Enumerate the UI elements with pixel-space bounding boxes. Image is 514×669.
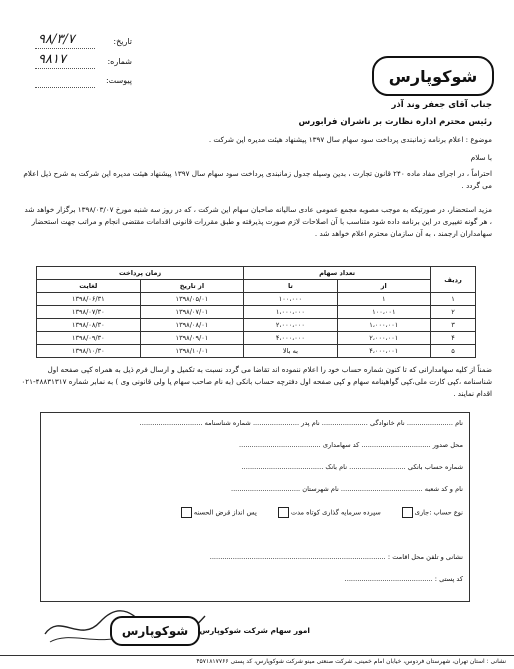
shares-to: ۱،۰۰۰،۰۰۰	[244, 306, 337, 319]
table-row	[37, 293, 476, 306]
shares-from: ۴،۰۰۰،۰۰۱	[337, 345, 430, 358]
number-label: شماره:	[107, 57, 132, 66]
shares-to: ۴،۰۰۰،۰۰۰	[244, 332, 337, 345]
th-shares: تعداد سهام	[244, 267, 431, 280]
shares-from: ۱،۰۰۰،۰۰۱	[337, 319, 430, 332]
th-time: زمان پرداخت	[37, 267, 244, 280]
pay-from-date: ۱۳۹۸/۰۸/۰۱	[140, 319, 244, 332]
th-to-date: لغایت	[37, 280, 141, 293]
account-number-label: شماره حساب بانکی	[407, 463, 463, 471]
name-label: نام	[455, 419, 463, 427]
pay-from-date: ۱۳۹۸/۰۵/۰۱	[140, 293, 244, 306]
pay-to-date: ۱۳۹۸/۰۷/۳۰	[37, 306, 141, 319]
postal-code-label: کد پستی :	[434, 575, 463, 583]
city-label: نام شهرستان	[302, 485, 339, 493]
branch-label: نام و کد شعبه	[424, 485, 463, 493]
form-row-branch: نام و کد شعبه ....................................... نام شهرستان .................................	[230, 485, 463, 493]
date-value: ۹۸/۳/۷	[38, 32, 75, 47]
date-line	[35, 48, 95, 49]
issue-place-label: محل صدور	[432, 441, 463, 449]
attachment-line	[35, 87, 95, 88]
pay-to-date: ۱۳۹۸/۰۹/۳۰	[37, 332, 141, 345]
th-from-date: از تاریخ	[140, 280, 244, 293]
short-term-deposit-checkbox[interactable]	[278, 507, 289, 518]
shares-from: ۲،۰۰۰،۰۰۱	[337, 332, 430, 345]
attachment-label: پیوست:	[105, 76, 132, 85]
th-to: تا	[244, 280, 337, 293]
pay-from-date: ۱۳۹۸/۰۷/۰۱	[140, 306, 244, 319]
number-line	[35, 68, 95, 69]
father-label: نام پدر	[301, 419, 320, 427]
pay-to-date: ۱۳۹۸/۱۰/۳۰	[37, 345, 141, 358]
date-label: تاریخ:	[113, 37, 132, 46]
form-row-issue: محل صدور ................................. کد سهامداری .......................................	[239, 441, 463, 449]
paragraph-1: احتراماً ، در اجرای مفاد ماده ۲۴۰ قانون تجارت ، بدین وسیله جدول زمانبندی پرداخت سود سهام سال ۱۳۹۷ پیشنهاد هیئت مدیره این شرکت به شرح ذیل اعلام می گردد .	[23, 169, 492, 190]
pay-from-date: ۱۳۹۸/۱۰/۰۱	[140, 345, 244, 358]
th-row: ردیف	[431, 267, 476, 293]
shares-to: ۲،۰۰۰،۰۰۰	[244, 319, 337, 332]
loan-savings-checkbox[interactable]	[181, 507, 192, 518]
bank-name-label: نام بانک	[325, 463, 348, 471]
shares-from: ۱۰۰،۰۰۱	[337, 306, 430, 319]
recipient-title: رئیس محترم اداره نظارت بر ناشران فرابورس	[298, 117, 492, 127]
footer-address	[0, 655, 514, 669]
row-number: ۴	[431, 332, 476, 345]
family-label: نام خانوادگی	[369, 419, 405, 427]
row-number: ۳	[431, 319, 476, 332]
recipient: جناب آقای جعفر وند آذر	[391, 100, 492, 110]
paragraph-3: ضمناً از کلیه سهامدارانی که تا کنون شماره حساب خود را اعلام ننموده اند تقاضا می گردد نسبت به تکمیل و ارسال فرم ذیل به همراه کپی صفحه اول شناسنامه ،کپی کارت ملی،کپی گواهینامه سهام و کپی صفحه اول دفترچه حساب بانکی (به نام صاحب سهام یا ولی قانونی وی ) به نمابر شماره ۴۸۸۳۱۳۱۷-۰۲۱ اقدام نمایند .	[21, 365, 492, 398]
paragraph-2: مزید استحضار، در صورتیکه به موجب مصوبه مجمع عمومی عادی سالیانه صاحبان سهام این شرکت ، که در روز سه شنبه مورخ ۱۳۹۸/۰۳/۰۷ برگزار خواهد شد ، هر گونه تغییری در این برنامه داده شود متناسب با آن اصلاحات لازم صورت پذیرفته و طبق مقررات قانونی اقدامات مقتضی انجام و مراتب جهت استحضار سهامداران ارجمند ، به آن سازمان محترم اعلام خواهد شد .	[24, 205, 492, 238]
shares-from: ۱	[337, 293, 430, 306]
payment-schedule-table	[36, 266, 476, 358]
number-value: ۹۸۱۷	[38, 52, 66, 67]
row-number: ۱	[431, 293, 476, 306]
form-row-address: نشانی و تلفن محل اقامت : ....................................................................................	[209, 553, 463, 561]
table-row	[37, 306, 476, 319]
form-row-account: شماره حساب بانکی ........................... نام بانک .......................................	[241, 463, 463, 471]
th-from: از	[337, 280, 430, 293]
table-row	[37, 332, 476, 345]
logo-text: شوکوپارس	[388, 66, 478, 86]
table-row	[37, 345, 476, 358]
share-code-label: کد سهامداری	[322, 441, 360, 449]
footer-text: نشانی : استان تهران، شهرستان فردوس، خیابان امام خمینی، شرکت صنعتی مینو شرکت شوکوپارس، کد پستی ۴۵۷۱۸۱۷۷۶۶	[196, 658, 506, 665]
stamp-logo-text: شوکوپارس	[121, 624, 189, 638]
row-number: ۵	[431, 345, 476, 358]
address-label: نشانی و تلفن محل اقامت :	[387, 553, 463, 561]
pay-to-date: ۱۳۹۸/۰۶/۳۱	[37, 293, 141, 306]
table-row	[37, 319, 476, 332]
acc-type-current-label: نوع حساب :جاری	[414, 508, 463, 517]
subject: موضوع : اعلام برنامه زمانبندی پرداخت سود سهام سال ۱۳۹۷ پیشنهاد هیئت مدیره این شرکت .	[208, 135, 492, 144]
form-row-name: نام ...................... نام خانوادگی ...................... نام پدر ...................... شماره شناسنامه ..............................	[139, 419, 463, 427]
company-logo	[372, 56, 494, 96]
pay-to-date: ۱۳۹۸/۰۸/۳۰	[37, 319, 141, 332]
form-row-account-type	[181, 507, 463, 518]
current-account-checkbox[interactable]	[402, 507, 413, 518]
pay-from-date: ۱۳۹۸/۰۹/۰۱	[140, 332, 244, 345]
shareholder-form	[40, 412, 470, 602]
shares-to: به بالا	[244, 345, 337, 358]
row-number: ۲	[431, 306, 476, 319]
acc-type-loan-label: پس انداز قرض الحسنه	[193, 508, 257, 517]
signature-dept: امور سهام شرکت شوکوپارس	[199, 626, 310, 635]
acc-type-short-label: سپرده سرمایه گذاری کوتاه مدت	[290, 508, 381, 517]
stamp-logo	[110, 616, 200, 646]
shares-to: ۱۰۰،۰۰۰	[244, 293, 337, 306]
id-number-label: شماره شناسنامه	[204, 419, 251, 427]
greeting: با سلام	[470, 153, 492, 162]
form-row-postal: کد پستی : ..........................................	[344, 575, 463, 583]
